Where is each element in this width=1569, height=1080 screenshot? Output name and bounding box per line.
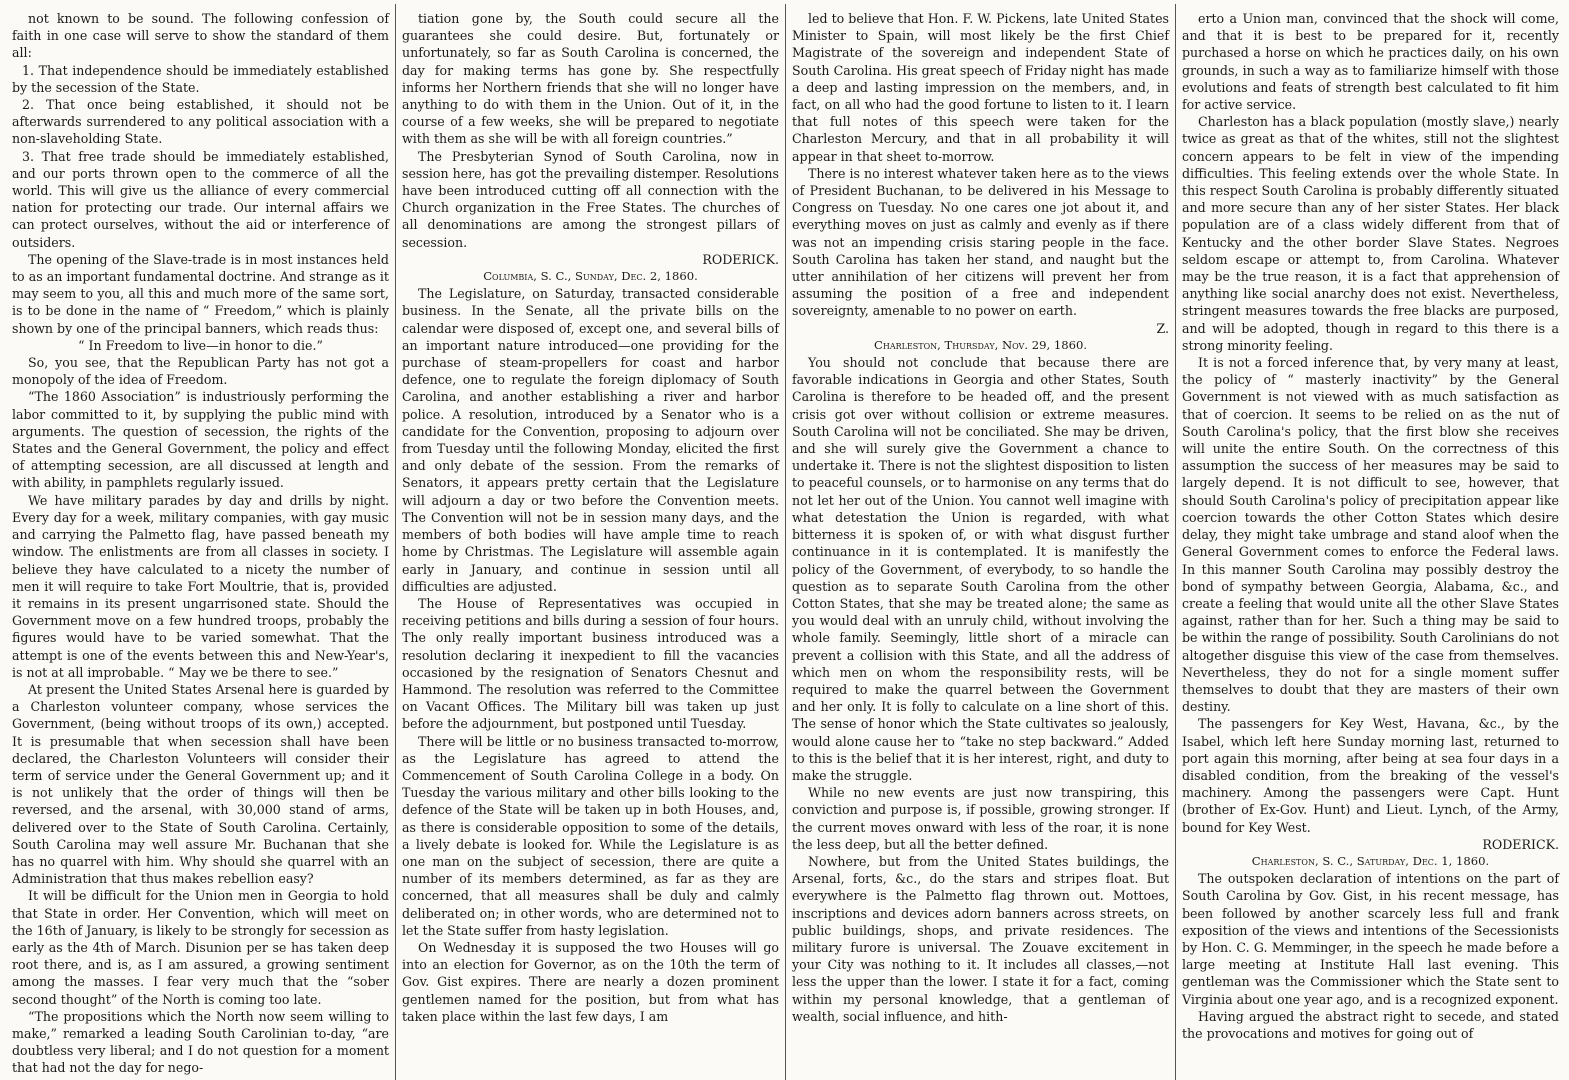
- paragraph: You should not conclude that because there are favorable indications in Georgia and other States, South Carolina is therefore to be headed off, and the present crisis got over without collision or extreme measures. South Carolina will not be conciliated. She may be driven, and she will surely give the Government a chance to undertake it. There is not the slightest disposition to listen to peaceful counsels, or to harmonise on any terms that do not let her out of the Union. You cannot well imagine with what detestation the Union is regarded, with what bitterness it is spoken of, or with what disgust further continuance in it is contemplated. It is manifestly the policy of the Government, of everybody, to so handle the question as to separate South Carolina from the other Cotton States, that she may be treated alone; the same as you would deal with an unruly child, without involving the whole family. Seemingly, little short of a miracle can prevent a collision with this State, and all the address of which men on whom the responsibility rests, will be required to make the quarrel between the Government and her only. It is folly to calculate on a line short of this. The sense of honor which the State cultivates so jealously, would alone cause her to “take no step backward.” Added to this is the belief that it is her interest, right, and duty to make the struggle.: [792, 355, 1169, 783]
- column-4: [1175, 4, 1565, 1080]
- paragraph: So, you see, that the Republican Party has not got a monopoly of the idea of Freedom.: [12, 355, 389, 388]
- paragraph: There is no interest whatever taken here as to the views of President Buchanan, to be delivered in his Message to Congress on Tuesday. No one cares one jot about it, and everything moves on just as calmly and evenly as if there was not an impending crisis staring people in the face. South Carolina has taken her stand, and naught but the utter annihilation of her citizens will prevent her from assuming the position of a free and independent sovereignty, amenable to no power on earth.: [792, 165, 1169, 319]
- column-3: [785, 4, 1175, 1080]
- paragraph: tiation gone by, the South could secure all the guarantees she could desire. But, fortunately or unfortunately, so far as South Carolina is concerned, the day for making terms has gone by. She respectfully informs her Northern friends that she will no longer have anything to do with them in the Union. Out of it, in the course of a few weeks, she will be prepared to negotiate with them as she will be with all foreign countries.”: [402, 11, 779, 147]
- paragraph: While no new events are just now transpiring, this conviction and purpose is, if possible, growing stronger. If the current moves onward with less of the roar, it is none the less deep, but all the better defined.: [792, 785, 1169, 852]
- paragraph: “The 1860 Association” is industriously performing the labor committed to it, by supplying the public mind with arguments. The question of secession, the rights of the States and the General Government, the policy and effect of attempting secession, are all discussed at length and with ability, in pamphlets regularly issued.: [12, 389, 389, 491]
- list-item: 2. That once being established, it should not be afterwards surrendered to any political association with a non-slaveholding State.: [12, 97, 389, 147]
- paragraph: Nowhere, but from the United States buildings, the Arsenal, forts, &c., do the stars and stripes float. But everywhere is the Palmetto flag thrown out. Mottoes, inscriptions and devices adorn banners across streets, on public buildings, shops, and private residences. The military furore is universal. The Zouave excitement in your City was nothing to it. It includes all classes,—not less the upper than the lower. I state it for a fact, coming within my personal knowledge, that a gentleman of wealth, social influence, and hith-: [792, 853, 1169, 1024]
- paragraph: led to believe that Hon. F. W. Pickens, late United States Minister to Spain, will most likely be the first Chief Magistrate of the sovereign and independent State of South Carolina. His great speech of Friday night has made a deep and lasting impression on the members, and, in fact, on all who had the good fortune to listen to it. I learn that full notes of this speech were taken for the Charleston Mercury, and that in all probability it will appear in that sheet to-morrow.: [792, 11, 1169, 164]
- paragraph: The passengers for Key West, Havana, &c., by the Isabel, which left here Sunday morning last, returned to port again this morning, after being at sea four days in a disabled condition, from the breaking of the vessel's machinery. Among the passengers were Capt. Hunt (brother of Ex-Gov. Hunt) and Lieut. Lynch, of the Army, bound for Key West.: [1182, 716, 1559, 835]
- paragraph: At present the United States Arsenal here is guarded by a Charleston volunteer company, whose services the Government, (being without troops of its own,) accepted. It is presumable that when secession shall have been declared, the Charleston Volunteers will consider their term of service under the General Government up; and it is not unlikely that the order of things will then be reversed, and the arsenal, with 30,000 stand of arms, delivered over to the State of South Carolina. Certainly, South Carolina may well assure Mr. Buchanan that she has no quarrel with him. Why should she quarrel with an Administration that thus makes rebellion easy?: [12, 681, 389, 887]
- column-1: [6, 4, 395, 1080]
- paragraph: Charleston has a black population (mostly slave,) nearly twice as great as that of the whites, still not the slightest concern appears to be felt in view of the impending difficulties. This feeling extends over the whole State. In this respect South Carolina is probably differently situated and more secure than any of her sister States. Her black population are of a class widely different from that of Kentucky and the other border Slave States. Negroes seldom escape or attempt to, from Carolina. Whatever may be the true reason, it is a fact that apprehension of anything like social anarchy does not exist. Nevertheless, stringent measures towards the free blacks are purposed, and will be adopted, though in regard to this there is a strong minority feeling.: [1182, 114, 1559, 353]
- paragraph: It is not a forced inference that, by very many at least, the policy of “ masterly inactivity” by the General Government is not viewed with as much satisfaction as that of coercion. It seems to be relied on as the nut of South Carolina's policy, that the first blow she receives will unite the entire South. On the correctness of this assumption the success of her measures may be said to largely depend. It is not difficult to see, however, that should South Carolina's policy of precipitation appear like coercion towards the other Cotton States which desire delay, they might take umbrage and stand aloof when the General Government comes to enforce the Federal laws. In this manner South Carolina may possibly destroy the bond of sympathy between Georgia, Alabama, &c., and create a feeling that would unite all the other Slave States against, rather than for her. Such a thing may be said to be within the range of possibility. South Carolinians do not altogether disguise this view of the case from themselves. Nevertheless, they do not for a single moment suffer themselves to doubt that they are masters of their own destiny.: [1182, 355, 1559, 715]
- paragraph: The opening of the Slave-trade is in most instances held to as an important fundamental doctrine. And strange as it may seem to you, all this and much more of the same sort, is to be done in the name of “ Freedom,” which is plainly shown by one of the principal banners, which reads thus:: [12, 251, 389, 336]
- paragraph: not known to be sound. The following confession of faith in one case will serve to show the standard of them all:: [12, 11, 389, 61]
- list-item: 1. That independence should be immediately established by the secession of the State.: [12, 62, 389, 95]
- paragraph: The outspoken declaration of intentions on the part of South Carolina by Gov. Gist, in his recent message, has been followed by another scarcely less full and frank exposition of the views and intentions of the Secessionists by Hon. C. G. Memminger, in the speech he made before a large meeting at Institute Hall last evening. This gentleman was the Commissioner which the State sent to Virginia about one year ago, and is a recognized exponent.: [1182, 871, 1559, 1007]
- dateline: Charleston, Thursday, Nov. 29, 1860.: [873, 337, 1088, 352]
- paragraph: We have military parades by day and drills by night. Every day for a week, military companies, with gay music and carrying the Palmetto flag, have passed beneath my window. The enlistments are from all classes in society. I believe they have calculated to a nicety the number of men it will require to take Fort Moultrie, that is, provided it remains in its present ungarrisoned state. Should the Government move on a few hundred troops, probably the figures would have to be varied somewhat. That the attempt is one of the events between this and New-Year's, is not at all improbable. “ May we be there to see.”: [12, 492, 389, 680]
- banner-motto: “ In Freedom to live—in honor to die.”: [78, 337, 323, 353]
- signature: Z.: [1156, 320, 1169, 336]
- paragraph: The Presbyterian Synod of South Carolina, now in session here, has got the prevailing distemper. Resolutions have been introduced cutting off all connection with the Church organization in the Free States. The churches of all denominations are among the strongest pillars of secession.: [402, 148, 779, 250]
- paragraph: There will be little or no business transacted to-morrow, as the Legislature has agreed to attend the Commencement of South Carolina College in a body. On Tuesday the various military and other bills looking to the defence of the State will be taken up in both Houses, and, as there is considerable opposition to some of the details, a lively debate is looked for. While the Legislature is as one man on the subject of secession, there are quite a number of its members determined, as far as they are concerned, that all measures shall be duly and calmly deliberated on; in other words, who are determined not to let the State suffer from hasty legislation.: [402, 733, 779, 938]
- paragraph: On Wednesday it is supposed the two Houses will go into an election for Governor, as on the 10th the term of Gov. Gist expires. There are nearly a dozen prominent gentlemen named for the position, but from what has taken place within the last few days, I am: [402, 939, 779, 1024]
- paragraph: Having argued the abstract right to secede, and stated the provocations and motives for going out of: [1182, 1008, 1559, 1041]
- paragraph: It will be difficult for the Union men in Georgia to hold that State in order. Her Convention, which will meet on the 16th of January, is likely to be strongly for secession as early as the 4th of March. Disunion per se has taken deep root there, and is, as I am assured, a growing sentiment among the masses. I fear very much that the “sober second thought” of the North is coming too late.: [12, 888, 389, 1007]
- list-item: 3. That free trade should be immediately established, and our ports thrown open to the commerce of all the world. This will give us the alliance of every commercial nation for protecting our trade. Our internal affairs we can protect ourselves, without the aid or interference of outsiders.: [12, 148, 389, 250]
- dateline: Charleston, S. C., Saturday, Dec. 1, 1860.: [1251, 853, 1490, 868]
- column-2: [395, 4, 785, 1080]
- paragraph: The Legislature, on Saturday, transacted considerable business. In the Senate, all the private bills on the calendar were disposed of, except one, and several bills of an important nature introduced—one providing for the purchase of steam-propellers for coast and harbor defence, one to regulate the foreign diplomacy of South Carolina, and another establishing a river and harbor police. A resolution, introduced by a Senator who is a candidate for the Convention, proposing to adjourn over from Tuesday until the following Monday, elicited the first and only debate of the session. From the remarks of Senators, it appears pretty certain that the Legislature will adjourn a day or two before the Convention meets. The Convention will not be in session many days, and the members of both bodies will have ample time to reach home by Christmas. The Legislature will assemble again early in January, and continue in session until all difficulties are adjusted.: [402, 286, 779, 594]
- dateline: Columbia, S. C., Sunday, Dec. 2, 1860.: [483, 269, 698, 284]
- signature: RODERICK.: [702, 251, 779, 267]
- paragraph: erto a Union man, convinced that the shock will come, and that it is best to be prepared for it, recently purchased a horse on which he practices daily, on his own grounds, in such a way as to familiarize himself with those evolutions and feats of strength best calculated to fit him for active service.: [1182, 11, 1559, 113]
- confession-list: [12, 62, 389, 251]
- paragraph: The House of Representatives was occupied in receiving petitions and bills during a session of four hours. The only really important business introduced was a resolution declaring it inexpedient to fill the vacancies occasioned by the resignation of Senators Chesnut and Hammond. The resolution was referred to the Committee on Vacant Offices. The Military bill was taken up just before the adjournment, but postponed until Tuesday.: [402, 595, 779, 732]
- signature: RODERICK.: [1482, 836, 1559, 852]
- paragraph: “The propositions which the North now seem willing to make,” remarked a leading South Carolinian to-day, “are doubtless very liberal; and I do not question for a moment that had not the day for nego-: [12, 1008, 389, 1076]
